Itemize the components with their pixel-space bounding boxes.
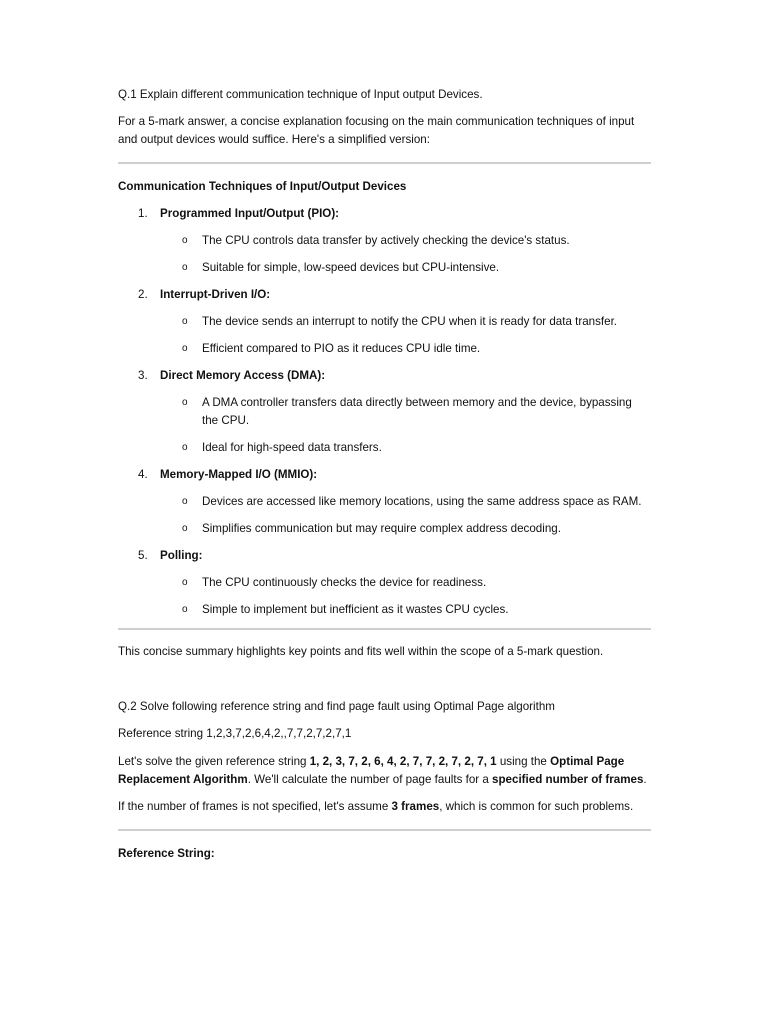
q1-title: Q.1 Explain different communication technique of Input output Devices. bbox=[118, 88, 483, 101]
technique-name: Interrupt-Driven I/O: bbox=[160, 288, 271, 301]
solve-text: Let's solve the given reference string bbox=[118, 755, 310, 768]
technique-heading bbox=[118, 205, 651, 223]
bullet-icon: o bbox=[182, 235, 188, 246]
technique-number: 1. bbox=[138, 207, 148, 220]
point-text: The CPU continuously checks the device for readiness. bbox=[202, 576, 487, 589]
solve-text: . bbox=[643, 773, 647, 786]
frames-note bbox=[118, 798, 651, 816]
technique-points bbox=[118, 394, 651, 457]
document-content bbox=[118, 86, 651, 863]
point-text: Suitable for simple, low-speed devices but CPU-intensive. bbox=[202, 261, 500, 274]
summary-text: This concise summary highlights key points and fits well within the scope of a 5-mark question. bbox=[118, 645, 604, 658]
divider bbox=[118, 829, 651, 831]
q1-intro: For a 5-mark answer, a concise explanation focusing on the main communication techniques of input and output devices would suffice. Here's a simplified version: bbox=[118, 115, 635, 146]
point-text: Devices are accessed like memory locations, using the same address space as RAM. bbox=[202, 495, 642, 508]
technique-item bbox=[118, 286, 651, 358]
reference-string-heading: Reference String: bbox=[118, 847, 215, 860]
frames-note-text: , which is common for such problems. bbox=[439, 800, 634, 813]
bullet-icon: o bbox=[182, 316, 188, 327]
technique-number: 3. bbox=[138, 369, 148, 382]
point-text: Simplifies communication but may require complex address decoding. bbox=[202, 522, 561, 535]
list-item bbox=[118, 493, 651, 511]
solve-text: using the bbox=[496, 755, 551, 768]
technique-item bbox=[118, 547, 651, 619]
technique-number: 5. bbox=[138, 549, 148, 562]
divider bbox=[118, 162, 651, 164]
divider bbox=[118, 628, 651, 630]
technique-item bbox=[118, 205, 651, 277]
bullet-icon: o bbox=[182, 577, 188, 588]
point-text: Ideal for high-speed data transfers. bbox=[202, 441, 382, 454]
technique-name: Direct Memory Access (DMA): bbox=[160, 369, 326, 382]
section-heading: Communication Techniques of Input/Output Devices bbox=[118, 180, 407, 193]
list-item bbox=[118, 574, 651, 592]
bullet-icon: o bbox=[182, 496, 188, 507]
technique-points bbox=[118, 232, 651, 277]
reference-sequence: 1, 2, 3, 7, 2, 6, 4, 2, 7, 7, 2, 7, 2, 7, 1 bbox=[309, 755, 497, 768]
list-item bbox=[118, 601, 651, 619]
solve-text: . We'll calculate the number of page faults for a bbox=[247, 773, 493, 786]
frames-phrase: specified number of frames bbox=[492, 773, 644, 786]
technique-heading bbox=[118, 466, 651, 484]
technique-item bbox=[118, 367, 651, 457]
technique-name: Memory-Mapped I/O (MMIO): bbox=[160, 468, 318, 481]
point-text: The device sends an interrupt to notify the CPU when it is ready for data transfer. bbox=[202, 315, 618, 328]
bullet-icon: o bbox=[182, 442, 188, 453]
list-item bbox=[118, 520, 651, 538]
list-item bbox=[118, 259, 651, 277]
list-item bbox=[118, 394, 651, 430]
technique-points bbox=[118, 313, 651, 358]
list-item bbox=[118, 340, 651, 358]
technique-name: Programmed Input/Output (PIO): bbox=[160, 207, 340, 220]
bullet-icon: o bbox=[182, 262, 188, 273]
list-item bbox=[118, 439, 651, 457]
list-item bbox=[118, 313, 651, 331]
algorithm-name: Optimal Page Replacement Algorithm bbox=[118, 755, 625, 786]
list-item bbox=[118, 232, 651, 250]
bullet-icon: o bbox=[182, 604, 188, 615]
technique-name: Polling: bbox=[160, 549, 203, 562]
technique-heading bbox=[118, 367, 651, 385]
technique-number: 2. bbox=[138, 288, 148, 301]
bullet-icon: o bbox=[182, 523, 188, 534]
technique-points bbox=[118, 493, 651, 538]
frames-count: 3 frames bbox=[391, 800, 440, 813]
point-text: Efficient compared to PIO as it reduces CPU idle time. bbox=[202, 342, 481, 355]
technique-heading bbox=[118, 547, 651, 565]
technique-points bbox=[118, 574, 651, 619]
bullet-icon: o bbox=[182, 397, 188, 408]
point-text: The CPU controls data transfer by actively checking the device's status. bbox=[202, 234, 570, 247]
q2-title: Q.2 Solve following reference string and find page fault using Optimal Page algorithm bbox=[118, 700, 555, 713]
technique-number: 4. bbox=[138, 468, 148, 481]
technique-item bbox=[118, 466, 651, 538]
point-text: Simple to implement but inefficient as it wastes CPU cycles. bbox=[202, 603, 509, 616]
techniques-list bbox=[118, 205, 651, 619]
solve-paragraph bbox=[118, 753, 651, 789]
reference-string-line: Reference string 1,2,3,7,2,6,4,2,,7,7,2,7,2,7,1 bbox=[118, 727, 352, 740]
frames-note-text: If the number of frames is not specified, let's assume bbox=[118, 800, 392, 813]
bullet-icon: o bbox=[182, 343, 188, 354]
technique-heading bbox=[118, 286, 651, 304]
point-text: A DMA controller transfers data directly between memory and the device, bypassing the CPU. bbox=[202, 396, 632, 427]
